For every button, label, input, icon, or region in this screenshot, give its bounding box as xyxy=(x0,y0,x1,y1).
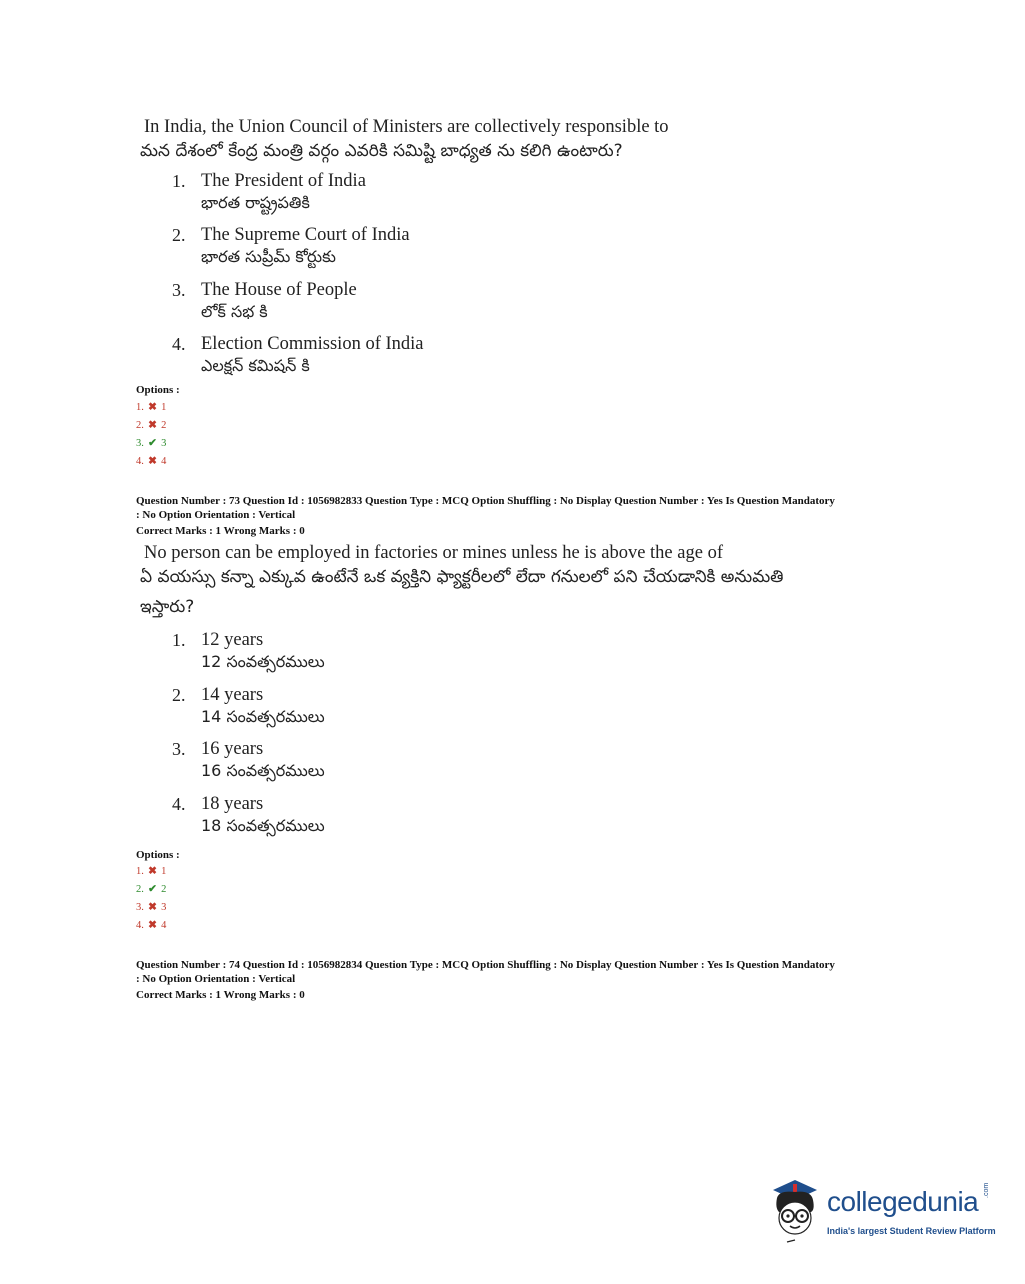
option-text-te: భారత సుప్రీమ్ కోర్టుకు xyxy=(201,247,336,266)
question-73-text-te-line2: ఇస్తారు? xyxy=(140,597,195,617)
option-text-en: 14 years xyxy=(201,685,264,705)
cross-icon: ✖ xyxy=(148,420,157,431)
logo-domain: .com xyxy=(983,1182,990,1198)
option-number: 3. xyxy=(172,280,186,300)
answer-option-2 xyxy=(136,420,166,432)
option-text-en: 16 years xyxy=(201,739,264,759)
answer-number: 1. xyxy=(136,866,144,877)
answer-number: 3. xyxy=(136,438,144,449)
option-text-te: లోక్ సభ కి xyxy=(201,302,268,321)
option-number: 3. xyxy=(172,739,186,759)
option-number: 1. xyxy=(172,630,186,650)
question-73-meta-line2: : No Option Orientation : Vertical xyxy=(136,509,296,521)
question-73-meta-line3: Correct Marks : 1 Wrong Marks : 0 xyxy=(136,525,305,537)
answer-option-3 xyxy=(136,902,166,914)
option-text-te: 16 సంవత్సరములు xyxy=(201,761,325,780)
answer-option-4 xyxy=(136,456,166,468)
logo-wordmark: collegedunia xyxy=(827,1186,979,1217)
option-text-te: 14 సంవత్సరములు xyxy=(201,707,325,726)
option-number: 1. xyxy=(172,171,186,191)
option-text-en: Election Commission of India xyxy=(201,334,424,354)
question-74-meta-line1: Question Number : 74 Question Id : 1056982834 Question Type : MCQ Option Shuffling : No Display Question Number : Yes Is Question Mandatory xyxy=(136,959,835,971)
option-text-en: The House of People xyxy=(201,280,357,300)
answer-option-1 xyxy=(136,866,166,878)
answer-option-4 xyxy=(136,920,166,932)
cross-icon: ✖ xyxy=(148,866,157,877)
cross-icon: ✖ xyxy=(148,920,157,931)
answer-number: 3. xyxy=(136,902,144,913)
check-icon: ✔ xyxy=(148,438,157,449)
answer-option-1 xyxy=(136,402,166,414)
option-number: 4. xyxy=(172,794,186,814)
logo-tagline: India's largest Student Review Platform xyxy=(827,1226,996,1236)
option-number: 2. xyxy=(172,685,186,705)
cross-icon: ✖ xyxy=(148,902,157,913)
option-number: 2. xyxy=(172,225,186,245)
mascot-icon xyxy=(765,1176,825,1246)
options-heading: Options : xyxy=(136,384,180,396)
answer-option-2 xyxy=(136,884,166,896)
answer-number: 2. xyxy=(136,420,144,431)
answer-value: 4 xyxy=(161,456,167,467)
answer-option-3 xyxy=(136,438,166,450)
question-73-meta-line1: Question Number : 73 Question Id : 1056982833 Question Type : MCQ Option Shuffling : No Display Question Number : Yes Is Question Mandatory xyxy=(136,495,835,507)
question-74-meta-line2: : No Option Orientation : Vertical xyxy=(136,973,296,985)
question-72-text-te: మన దేశంలో కేంద్ర మంత్రి వర్గం ఎవరికి సమిష్టి బాధ్యత ను కలిగి ఉంటారు? xyxy=(140,141,623,161)
option-text-en: 18 years xyxy=(201,794,264,814)
cross-icon: ✖ xyxy=(148,456,157,467)
answer-number: 4. xyxy=(136,920,144,931)
option-text-te: భారత రాష్ట్రపతికి xyxy=(201,193,310,212)
option-text-te: 18 సంవత్సరములు xyxy=(201,816,325,835)
answer-value: 2 xyxy=(161,420,167,431)
collegedunia-logo xyxy=(765,1176,995,1246)
option-text-te: 12 సంవత్సరములు xyxy=(201,652,325,671)
check-icon: ✔ xyxy=(148,884,157,895)
option-text-en: The President of India xyxy=(201,171,366,191)
answer-value: 3 xyxy=(161,438,167,449)
cross-icon: ✖ xyxy=(148,402,157,413)
option-text-en: The Supreme Court of India xyxy=(201,225,410,245)
answer-value: 4 xyxy=(161,920,167,931)
option-text-en: 12 years xyxy=(201,630,264,650)
option-number: 4. xyxy=(172,334,186,354)
answer-number: 2. xyxy=(136,884,144,895)
answer-value: 3 xyxy=(161,902,167,913)
answer-value: 2 xyxy=(161,884,167,895)
answer-number: 1. xyxy=(136,402,144,413)
question-72-text-en: In India, the Union Council of Ministers are collectively responsible to xyxy=(144,117,669,137)
answer-number: 4. xyxy=(136,456,144,467)
options-heading: Options : xyxy=(136,849,180,861)
question-74-meta-line3: Correct Marks : 1 Wrong Marks : 0 xyxy=(136,989,305,1001)
answer-value: 1 xyxy=(161,402,167,413)
option-text-te: ఎలక్షన్ కమిషన్ కి xyxy=(201,356,310,375)
question-73-text-te-line1: ఏ వయస్సు కన్నా ఎక్కువ ఉంటేనే ఒక వ్యక్తిని ఫ్యాక్టరీలలో లేదా గనులలో పని చేయడానికి అనుమతి xyxy=(140,567,784,587)
question-73-text-en: No person can be employed in factories or mines unless he is above the age of xyxy=(144,543,723,563)
answer-value: 1 xyxy=(161,866,167,877)
